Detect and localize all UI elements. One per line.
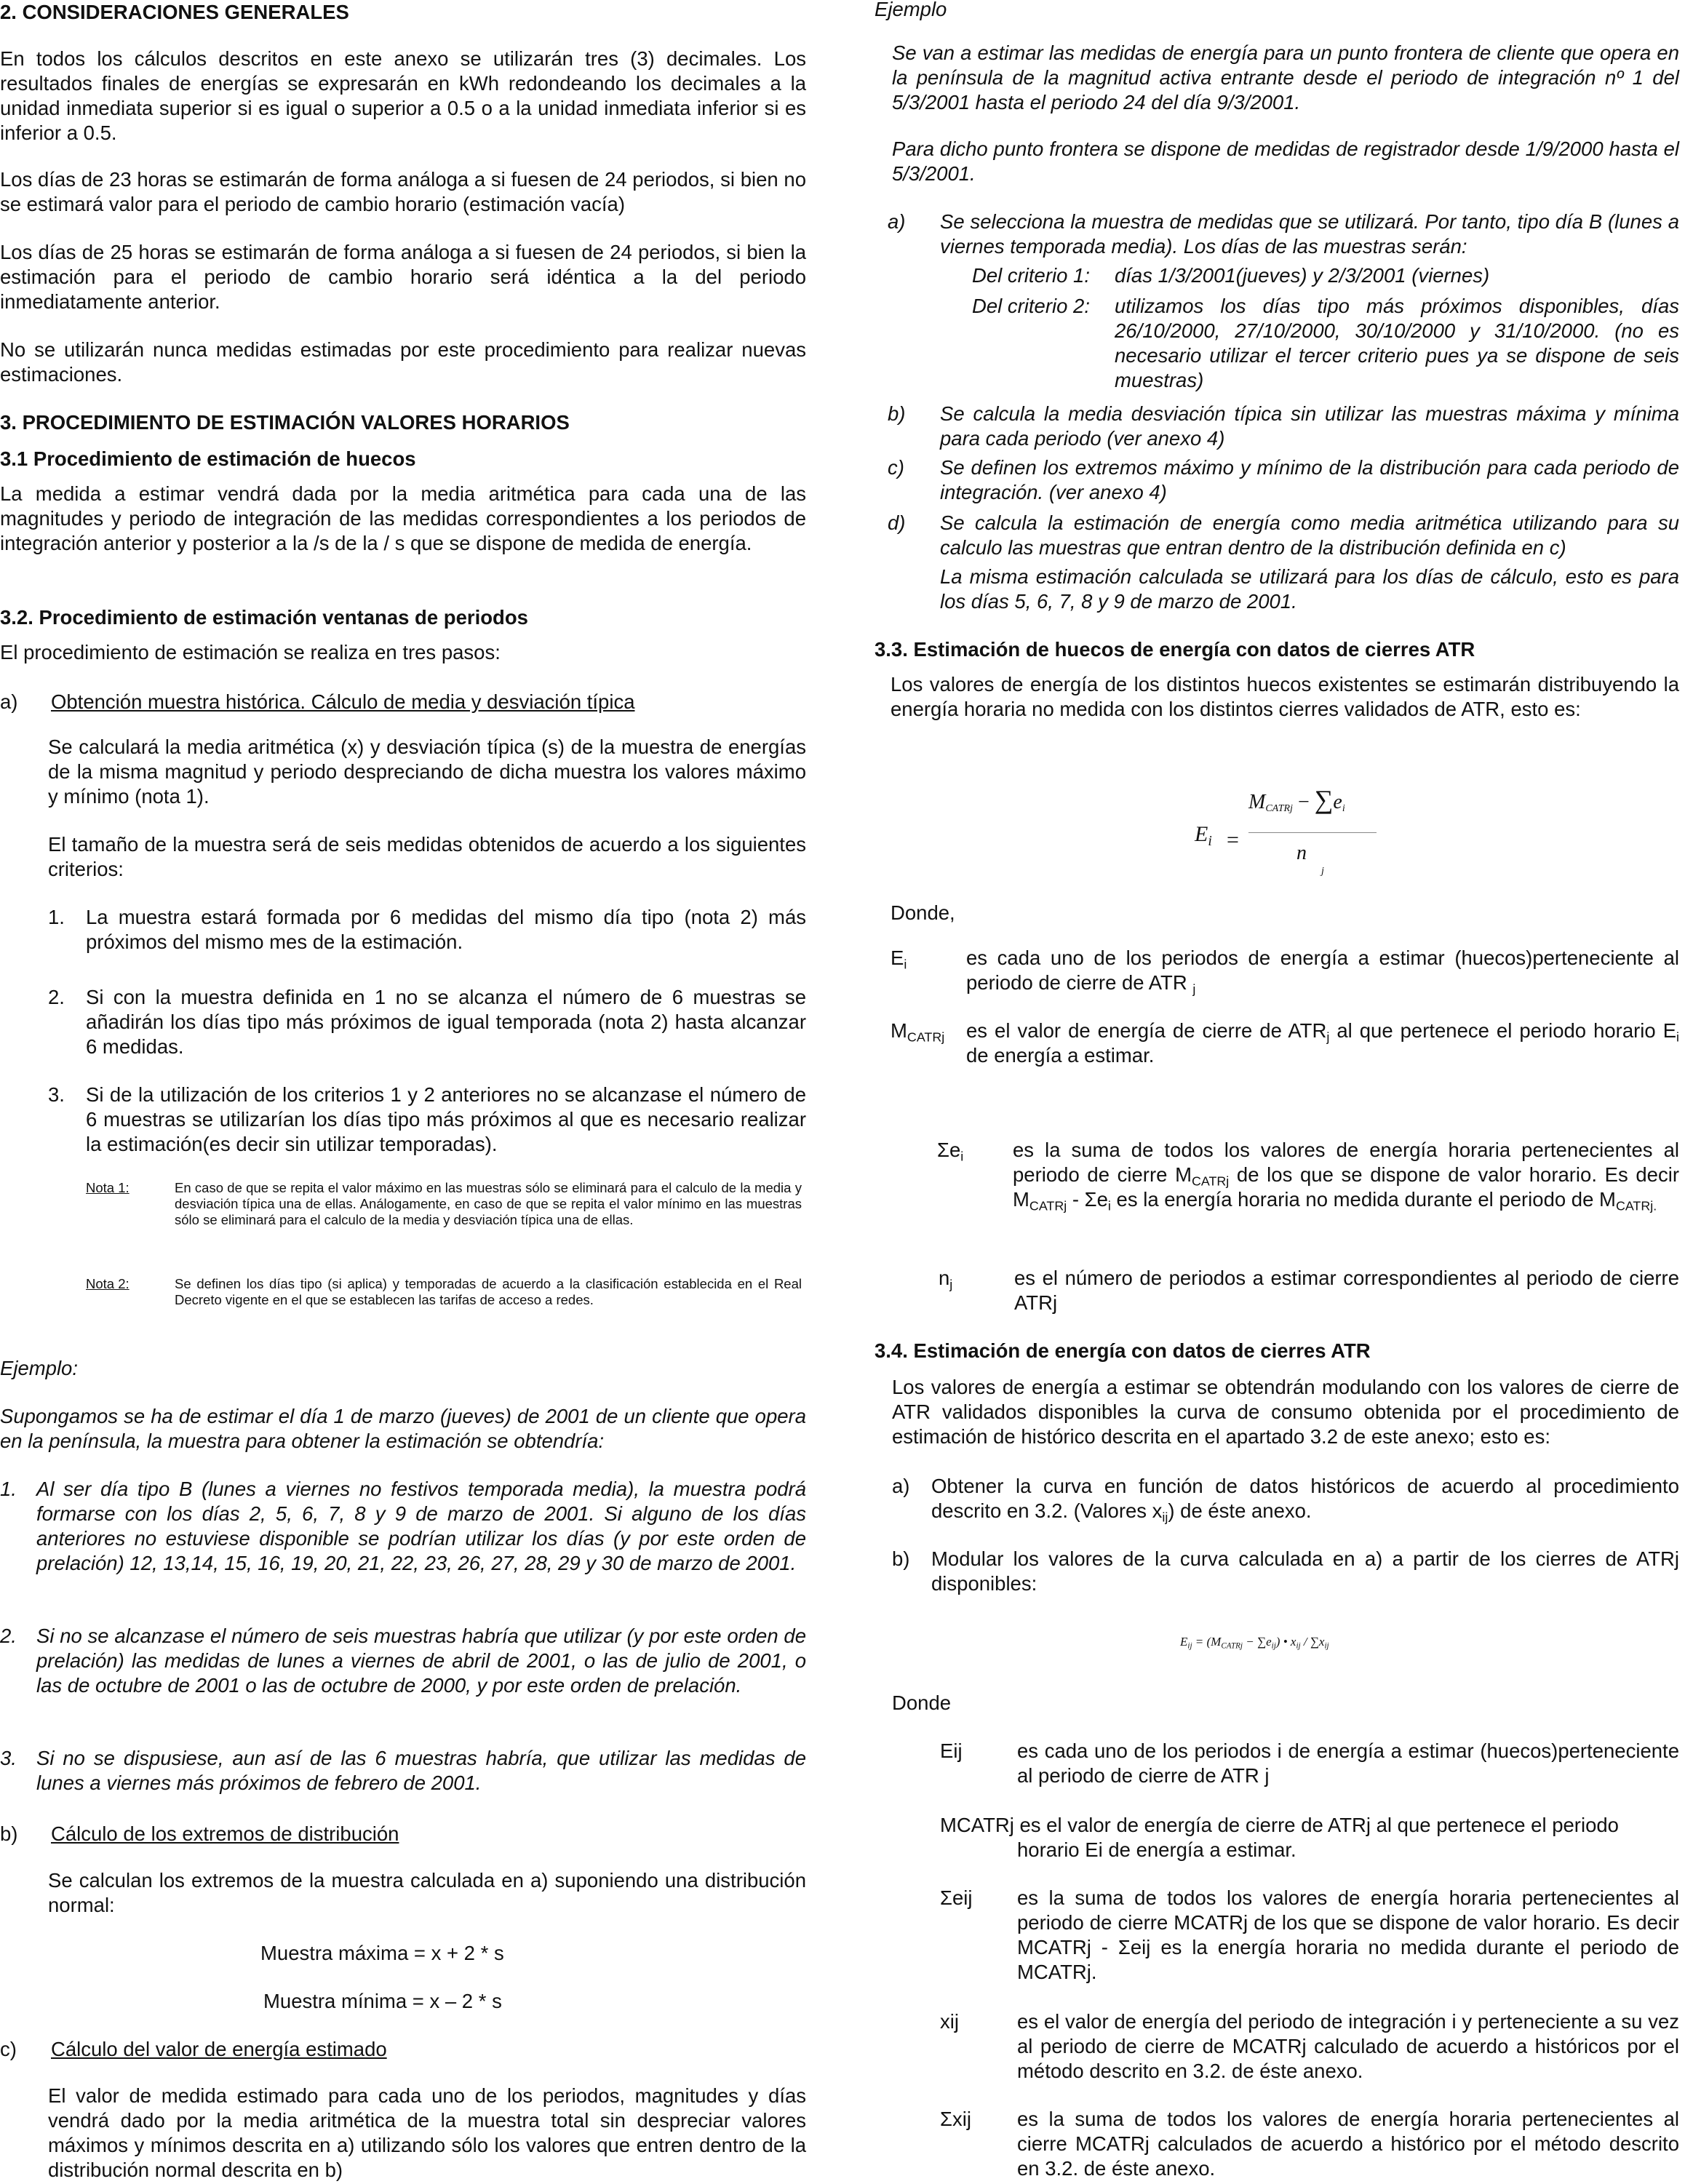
paragraph-3-2: El procedimiento de estimación se realiza en tres pasos: (0, 641, 501, 663)
def-mcatrj2-text-2: horario Ei de energía a estimar. (1017, 1838, 1296, 1861)
formula-ei-numerator-m: M (1248, 791, 1266, 813)
step-a-label: a) (0, 690, 18, 713)
def-xij-text: es el valor de energía del periodo de integración i y perteneciente a su vez al periodo de cierre de MCATRj calculado de acuerdo a históricos por el método descrito en 3.2. de éste anexo. (1017, 2010, 1679, 2082)
example-3-text: Si no se dispusiese, aun así de las 6 muestras habría, que utilizar las medidas de lunes a viernes más próximos de febrero de 2001. (36, 1747, 806, 1794)
where-label-2: Donde (892, 1691, 952, 1714)
right-criterion-1-label: Del criterio 1: (972, 264, 1090, 287)
example-1-text: Al ser día tipo B (lunes a viernes no festivos temporada media), la muestra podrá formarse con los días 2, 5, 6, 7, 8 y 9 de marzo de 2001. Si alguno de los días anteriores no estuviese disponible se podrían utilizar los días (y por este orden de prelación) 12, 13,14, 15, 16, 19, 20, 21, 22, 23, 26, 27, 28, 29 y 30 de marzo de 2001. (36, 1478, 806, 1574)
right-step-c-text: Se definen los extremos máximo y mínimo de la distribución para cada periodo de integración. (ver anexo 4) (940, 456, 1679, 503)
section-3-4-heading: 3.4. Estimación de energía con datos de cierres ATR (875, 1339, 1371, 1362)
formula-ei-sigma: ∑ (1314, 785, 1334, 814)
criterion-3-text: Si de la utilización de los criterios 1 y 2 anteriores no se alcanzase el número de 6 muestras se utilizarían los días tipo más próximos al que es necesario realizar la estimación(es decir sin utilizar temporadas). (86, 1083, 806, 1155)
formula-ei-denominator-sub: j (1321, 866, 1324, 877)
def-mcatrj2-text: MCATRj es el valor de energía de cierre de ATRj al que pertenece el periodo (940, 1814, 1619, 1836)
paragraph-decimals: En todos los cálculos descritos en este anexo se utilizarán tres (3) decimales. Los resultados finales de energías se expresarán en kWh redondeando los decimales a la unidad inmediata superior si es igual o superior a 0.5 o a la unidad inmediata inferior si es inferior a 0.5. (0, 47, 806, 144)
example-label: Ejemplo: (0, 1357, 78, 1379)
def-sum-ei-term: $\Sigma e_i$ (937, 1139, 964, 1164)
criterion-1-text: La muestra estará formada por 6 medidas del mismo día tipo (nota 2) más próximos del mismo mes de la estimación. (86, 906, 806, 953)
right-criterion-2-text: utilizamos los días tipo más próximos disponibles, días 26/10/2000, 27/10/2000, 30/10/2000 y 31/10/2000. (no es necesario utilizar el tercer criterio pues ya se dispone de seis muestras) (1115, 295, 1679, 391)
step-a-title: Obtención muestra histórica. Cálculo de media y desviación típica (51, 690, 635, 713)
formula-ei (1195, 783, 1377, 877)
note-2-text: Se definen los días tipo (si aplica) y temporadas de acuerdo a la clasificación establecida en el Real Decreto vigente en el que se establecen las tarifas de acceso a redes. (175, 1276, 802, 1307)
paragraph-3-3: Los valores de energía de los distintos huecos existentes se estimarán distribuyendo la energía horaria no medida con los distintos cierres validados de ATR, esto es: (891, 673, 1679, 720)
def-xij-term: xij (940, 2010, 959, 2033)
step-c-title: Cálculo del valor de energía estimado (51, 2038, 387, 2060)
right-step-a-label: a) (888, 210, 906, 233)
formula-ei-fraction-bar (1248, 832, 1377, 833)
right-step-c-label: c) (888, 456, 904, 479)
formula-ei-numerator-e-sub: i (1342, 803, 1345, 815)
criterion-2-text: Si con la muestra definida en 1 no se alcanza el número de 6 muestras se añadirán los días tipo más próximos de igual temporada (nota 2) hasta alcanzar 6 medidas. (86, 986, 806, 1058)
paragraph-3-1: La medida a estimar vendrá dada por la media aritmética para cada una de las magnitudes y periodo de integración de las medidas correspondientes a los periodos de integración anterior y posterior a la /s de la / s que se dispone de medida de energía. (0, 482, 806, 554)
example-paragraph: Supongamos se ha de estimar el día 1 de marzo (jueves) de 2001 de un cliente que opera en la península, la muestra para obtener la estimación se obtendría: (0, 1405, 806, 1452)
def-eij-text: es cada uno de los periodos i de energía a estimar (huecos)perteneciente al periodo de cierre de ATR j (1017, 1739, 1679, 1787)
section-3-heading: 3. PROCEDIMIENTO DE ESTIMACIÓN VALORES HORARIOS (0, 411, 570, 434)
step-b-label: b) (0, 1822, 18, 1845)
right-step-a-text: Se selecciona la muestra de medidas que se utilizará. Por tanto, tipo día B (lunes a viernes temporada media). Los días de las muestras serán: (940, 210, 1679, 258)
right-criterion-2-label: Del criterio 2: (972, 295, 1090, 317)
section-3-1-heading: 3.1 Procedimiento de estimación de huecos (0, 447, 416, 470)
where-label-1: Donde, (891, 901, 955, 924)
criterion-1-number: 1. (48, 906, 65, 928)
right-step-d-text-2: La misma estimación calculada se utilizará para los días de cálculo, esto es para los días 5, 6, 7, 8 y 9 de marzo de 2001. (940, 565, 1679, 613)
section-3-2-heading: 3.2. Procedimiento de estimación ventanas de periodos (0, 606, 528, 629)
def-ei-term: $E_i$ (891, 946, 907, 972)
section-3-3-heading: 3.3. Estimación de huecos de energía con datos de cierres ATR (875, 638, 1475, 661)
step-b-paragraph: Se calculan los extremos de la muestra calculada en a) suponiendo una distribución normal: (48, 1869, 806, 1916)
note-1-text: En caso de que se repita el valor máximo en las muestras sólo se eliminará para el calculo de la media y desviación típica una de ellas. Análogamente, en caso de que se repita el valor mínimo en las muestras sólo se eliminará para el calculo de la media y desviación típica una de ellas. (175, 1180, 802, 1227)
s34-step-b-text: Modular los valores de la curva calculada en a) a partir de los cierres de ATRj disponibles: (931, 1547, 1679, 1595)
right-step-d-text: Se calcula la estimación de energía como media aritmética utilizando para su calculo las muestras que entran dentro de la distribución definida en c) (940, 511, 1679, 559)
paragraph-no-estimated: No se utilizarán nunca medidas estimadas por este procedimiento para realizar nuevas estimaciones. (0, 338, 806, 386)
def-sum-xij-text: es la suma de todos los valores de energía horaria pertenecientes al cierre MCATRj calculados de acuerdo a histórico por el método descrito en 3.2. de éste anexo. (1017, 2108, 1679, 2180)
step-a-paragraph-2: El tamaño de la muestra será de seis medidas obtenidos de acuerdo a los siguientes criterios: (48, 833, 806, 880)
right-example-paragraph-2: Para dicho punto frontera se dispone de medidas de registrador desde 1/9/2000 hasta el 5/3/2001. (892, 138, 1679, 185)
def-ei-text: es cada uno de los periodos de energía a estimar (huecos)perteneciente al periodo de cierre de ATR $_j$ (966, 946, 1679, 997)
example-2-number: 2. (0, 1625, 17, 1647)
def-eij-term: Eij (940, 1739, 963, 1762)
step-c-label: c) (0, 2038, 17, 2060)
def-sum-xij-term: Σxij (940, 2108, 971, 2130)
left-column (0, 0, 806, 2184)
s34-step-a-text: Obtener la curva en función de datos históricos de acuerdo al procedimiento descrito en 3.2. (Valores $x_{ij}$) de éste anexo. (931, 1475, 1679, 1525)
step-c-paragraph: El valor de medida estimado para cada uno de los periodos, magnitudes y días vendrá dado por la media aritmética de la muestra total sin despreciar valores máximos y mínimos descrita en a) utilizando sólo los valores que entren dentro de la distribución normal descrita en b) (48, 2084, 806, 2181)
right-step-d-label: d) (888, 511, 906, 534)
note-1-label: Nota 1: (86, 1180, 130, 1195)
paragraph-25-hours: Los días de 25 horas se estimarán de forma análoga a si fuesen de 24 periodos, si bien la estimación para el periodo de cambio horario será idéntica a la del periodo inmediatamente anterior. (0, 241, 806, 313)
right-example-paragraph-1: Se van a estimar las medidas de energía para un punto frontera de cliente que opera en la península de la magnitud activa entrante desde el periodo de integración nº 1 del 5/3/2001 hasta el periodo 24 del día 9/3/2001. (892, 41, 1679, 113)
def-sum-ei-text: es la suma de todos los valores de energía horaria pertenecientes al periodo de cierre $M_{CATRj}$ de los que se dispone de valor horario. Es decir $M_{CATRj} - \Sigma e_i$ es la energía horaria no medida durante el periodo de $M_{CATRj.}$ (1013, 1139, 1679, 1213)
formula-ei-equals: = (1227, 828, 1239, 852)
def-sum-eij-term: Σeij (940, 1886, 973, 1909)
section-2-heading: 2. CONSIDERACIONES GENERALES (0, 1, 349, 23)
formula-ei-lhs: E (1195, 822, 1208, 846)
right-step-b-text: Se calcula la media desviación típica sin utilizar las muestras máxima y mínima para cada periodo (ver anexo 4) (940, 402, 1679, 450)
def-sum-eij-text: es la suma de todos los valores de energía horaria pertenecientes al periodo de cierre MCATRj de los que se dispone de valor horario. Es decir MCATRj - Σeij es la energía horaria no medida durante el periodo de MCATRj. (1017, 1886, 1679, 1983)
example-3-number: 3. (0, 1747, 17, 1769)
def-nj-text: es el número de periodos a estimar correspondientes al periodo de cierre ATRj (1014, 1267, 1679, 1314)
step-a-paragraph-1: Se calculará la media aritmética (x) y desviación típica (s) de la muestra de energías de la misma magnitud y periodo despreciando de dicha muestra los valores máximo y mínimo (nota 1). (48, 736, 806, 808)
s34-step-b-label: b) (892, 1547, 910, 1570)
formula-eij: $E_{ij} = (M_{CATRj} - \sum e_{ij})$ • $x_{ij} / \sum x_{ij}$ (1180, 1635, 1329, 1651)
formula-ei-denominator: n (1296, 842, 1307, 864)
paragraph-3-4: Los valores de energía a estimar se obtendrán modulando con los valores de cierre de ATR validados disponibles la curva de consumo obtenida por el procedimiento de estimación de histórico descrita en el apartado 3.2 de este anexo; esto es: (892, 1376, 1679, 1448)
example-1-number: 1. (0, 1478, 17, 1500)
def-mcatrj-term: $M_{CATRj}$ (891, 1019, 945, 1045)
formula-ei-numerator-e: e (1333, 791, 1342, 813)
right-column (875, 0, 1685, 2184)
right-criterion-1-text: días 1/3/2001(jueves) y 2/3/2001 (viernes) (1115, 264, 1490, 287)
def-mcatrj-text: es el valor de energía de cierre de $ATR_j$ al que pertenece el periodo horario $E_i$ de energía a estimar. (966, 1019, 1680, 1067)
paragraph-23-hours: Los días de 23 horas se estimarán de forma análoga a si fuesen de 24 periodos, si bien no se estimará valor para el periodo de cambio horario (estimación vacía) (0, 168, 806, 215)
step-b-title: Cálculo de los extremos de distribución (51, 1822, 399, 1845)
right-step-b-label: b) (888, 402, 906, 425)
def-nj-term: $n_j$ (939, 1267, 953, 1292)
formula-ei-numerator-m-sub: CATRj (1265, 803, 1293, 815)
right-example-label: Ejemplo (875, 0, 947, 20)
s34-step-a-label: a) (892, 1475, 910, 1497)
formula-ei-lhs-sub: i (1208, 833, 1212, 849)
criterion-2-number: 2. (48, 986, 65, 1008)
max-sample-formula: Muestra máxima = x + 2 * s (260, 1942, 504, 1964)
criterion-3-number: 3. (48, 1083, 65, 1106)
note-2-label: Nota 2: (86, 1276, 130, 1291)
example-2-text: Si no se alcanzase el número de seis muestras habría que utilizar (y por este orden de prelación) las medidas de lunes a viernes de abril de 2001, o las de julio de 2001, o las de octubre de 2001 o las de octubre de 2000, y por este orden de prelación. (36, 1625, 806, 1697)
min-sample-formula: Muestra mínima = x – 2 * s (263, 1990, 502, 2012)
formula-ei-minus: − (1297, 791, 1310, 813)
